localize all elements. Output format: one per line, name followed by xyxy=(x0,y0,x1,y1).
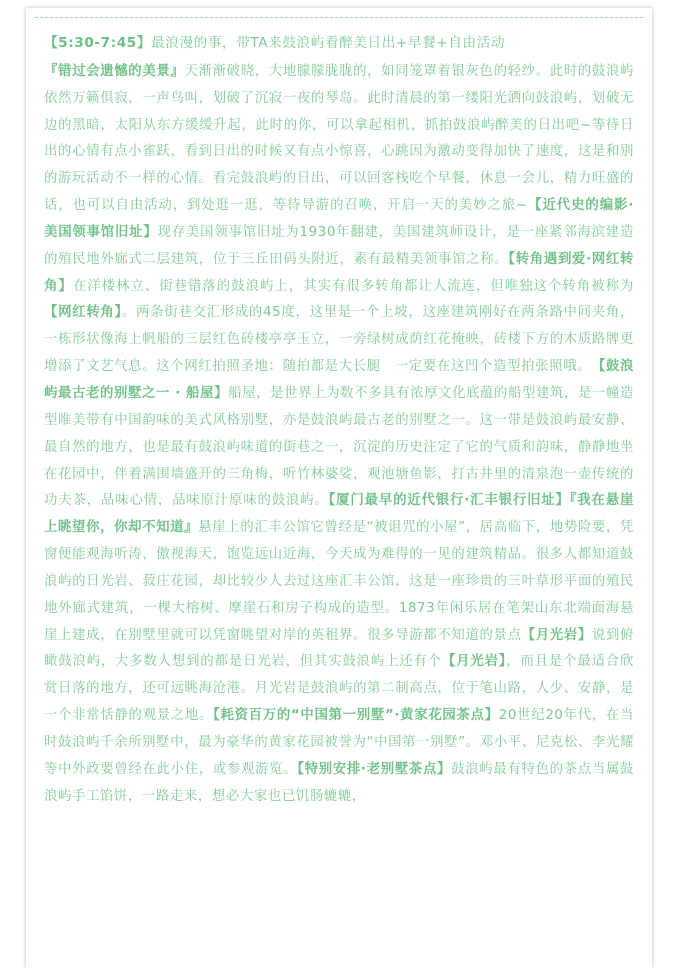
highlight-heading: 【网红转角】 xyxy=(44,305,122,321)
highlight-heading: 【厦门最早的近代银行·汇丰银行旧址】『我在悬崖上眺望你，你却不知道』 xyxy=(44,493,634,536)
body-text-run: 天渐渐破晓，大地朦朦胧胧的，如同笼罩着银灰色的轻纱。此时的鼓浪屿依然万籁俱寂，一声鸟叫，划破了沉寂一夜的琴岛。此时清晨的第一缕阳光洒向鼓浪屿，划破无边的黑暗，太阳从东方缓缓升起，此时的你，可以拿起相机，抓拍鼓浪屿醉美的日出吧~等待日出的心情有点小雀跃，看到日出的时候又有点小惊喜，心跳因为激动变得加快了速度，这是和别的游玩活动不一样的心情。看完鼓浪屿的日出，可以回客栈吃个早餐，休息一会儿，精力旺盛的话，也可以自由活动，到处逛一逛，等待导游的召唤，开启一天的美妙之旅~ xyxy=(44,63,635,214)
highlight-heading: 【转角遇到爱·网红转角】 xyxy=(44,251,634,294)
body-text-run: 20世纪20年代，在当时鼓浪屿千余所别墅中，最为豪华的黄家花园被誉为“中国第一别墅”。邓小平、尼克松、李光耀等中外政要曾经在此小住，或参观游览。 xyxy=(44,708,635,777)
body-text-run: ，而且是个最适合欣赏日落的地方，还可远眺海沧港。月光岩是鼓浪屿的第二制高点，位于笔山路，人少、安静，是一个非常恬静的观景之地。 xyxy=(44,654,634,724)
highlight-heading: 【耗资百万的“中国第一别墅”·黄家花园茶点】 xyxy=(213,708,499,724)
highlight-heading: 【鼓浪屿最古老的别墅之一 · 船屋】 xyxy=(44,359,634,401)
time-range: 【5:30-7:45】 xyxy=(44,35,152,51)
body-text-run: 悬崖上的汇丰公馆它曾经是“被诅咒的小屋”，居高临下，地势险要，凭窗便能观海听涛，傲视海天，饱览远山近海，今天成为难得的一见的建筑精品。很多人都知道鼓浪屿的日光岩、菽庄花园，却比较少人去过这座汇丰公馆，这是一座珍贵的三叶草形平面的殖民地外廊式建筑，一棵大榕树、摩崖石和房子构成的造型。1873年闲乐居在笔架山东北端面海悬崖上建成，在别墅里就可以凭窗眺望对岸的英租界。很多导游都不知道的景点 xyxy=(44,520,634,643)
body-text-run: 说到俯瞰鼓浪屿，大多数人想到的都是日光岩，但其实鼓浪屿上还有个 xyxy=(44,627,634,670)
section-title: 最浪漫的事，带TA来鼓浪屿看醉美日出+早餐+自由活动 xyxy=(151,35,506,51)
article-paragraph xyxy=(44,59,634,811)
highlight-heading: 『错过会遗憾的美景』 xyxy=(44,63,185,79)
dashed-divider xyxy=(35,17,643,18)
article-body xyxy=(44,30,634,810)
content-card xyxy=(26,8,652,968)
highlight-heading: 【月光岩】 xyxy=(521,627,592,643)
body-text-run: 在洋楼林立、街巷错落的鼓浪屿上，其实有很多转角都让人流连，但唯独这个转角被称为 xyxy=(72,278,634,294)
highlight-heading: 【特别安排·老别墅茶点】 xyxy=(297,761,452,777)
section-heading xyxy=(44,30,634,57)
body-text-run: 船屋，是世界上为数不多具有浓厚文化底蕴的船型建筑，是一幢造型唯美带有中国韵味的美式风格别墅，亦是鼓浪屿最古老的别墅之一。这一带是鼓浪屿最安静、最自然的地方，也是最有鼓浪屿味道的街巷之一，沉淀的历史注定了它的气质和韵味，静静地坐在花园中，伴着满围墙盛开的三角梅，听竹林婆娑，观池塘鱼影，打古井里的清泉泡一壶传统的功夫茶，品味心情，品味原汁原味的鼓浪屿。 xyxy=(44,385,634,509)
highlight-heading: 【近代史的编影·美国领事馆旧址】 xyxy=(44,198,634,240)
body-text-run: 。两条街巷交汇形成的45度，这里是一个上坡，这座建筑刚好在两条路中间夹角，一栋形状像海上帆船的三层红色砖楼亭亭玉立，一旁绿树成荫红花掩映，砖楼下方的木质路牌更增添了文艺气息。这个网红拍照圣地：随拍都是大长腿 一定要在这凹个造型拍张照哦。 xyxy=(44,305,634,375)
body-text-run: 现存美国领事馆旧址为1930年翻建，美国建筑师设计，是一座紧邻海滨建造的殖民地外廊式二层建筑，位于三丘田码头附近，素有最精美领事馆之称。 xyxy=(44,224,634,267)
body-text-run: 鼓浪屿最有特色的茶点当属鼓浪屿手工馅饼，一路走来，想必大家也已饥肠辘辘， xyxy=(44,761,634,804)
highlight-heading: 【月光岩】 xyxy=(441,654,507,670)
